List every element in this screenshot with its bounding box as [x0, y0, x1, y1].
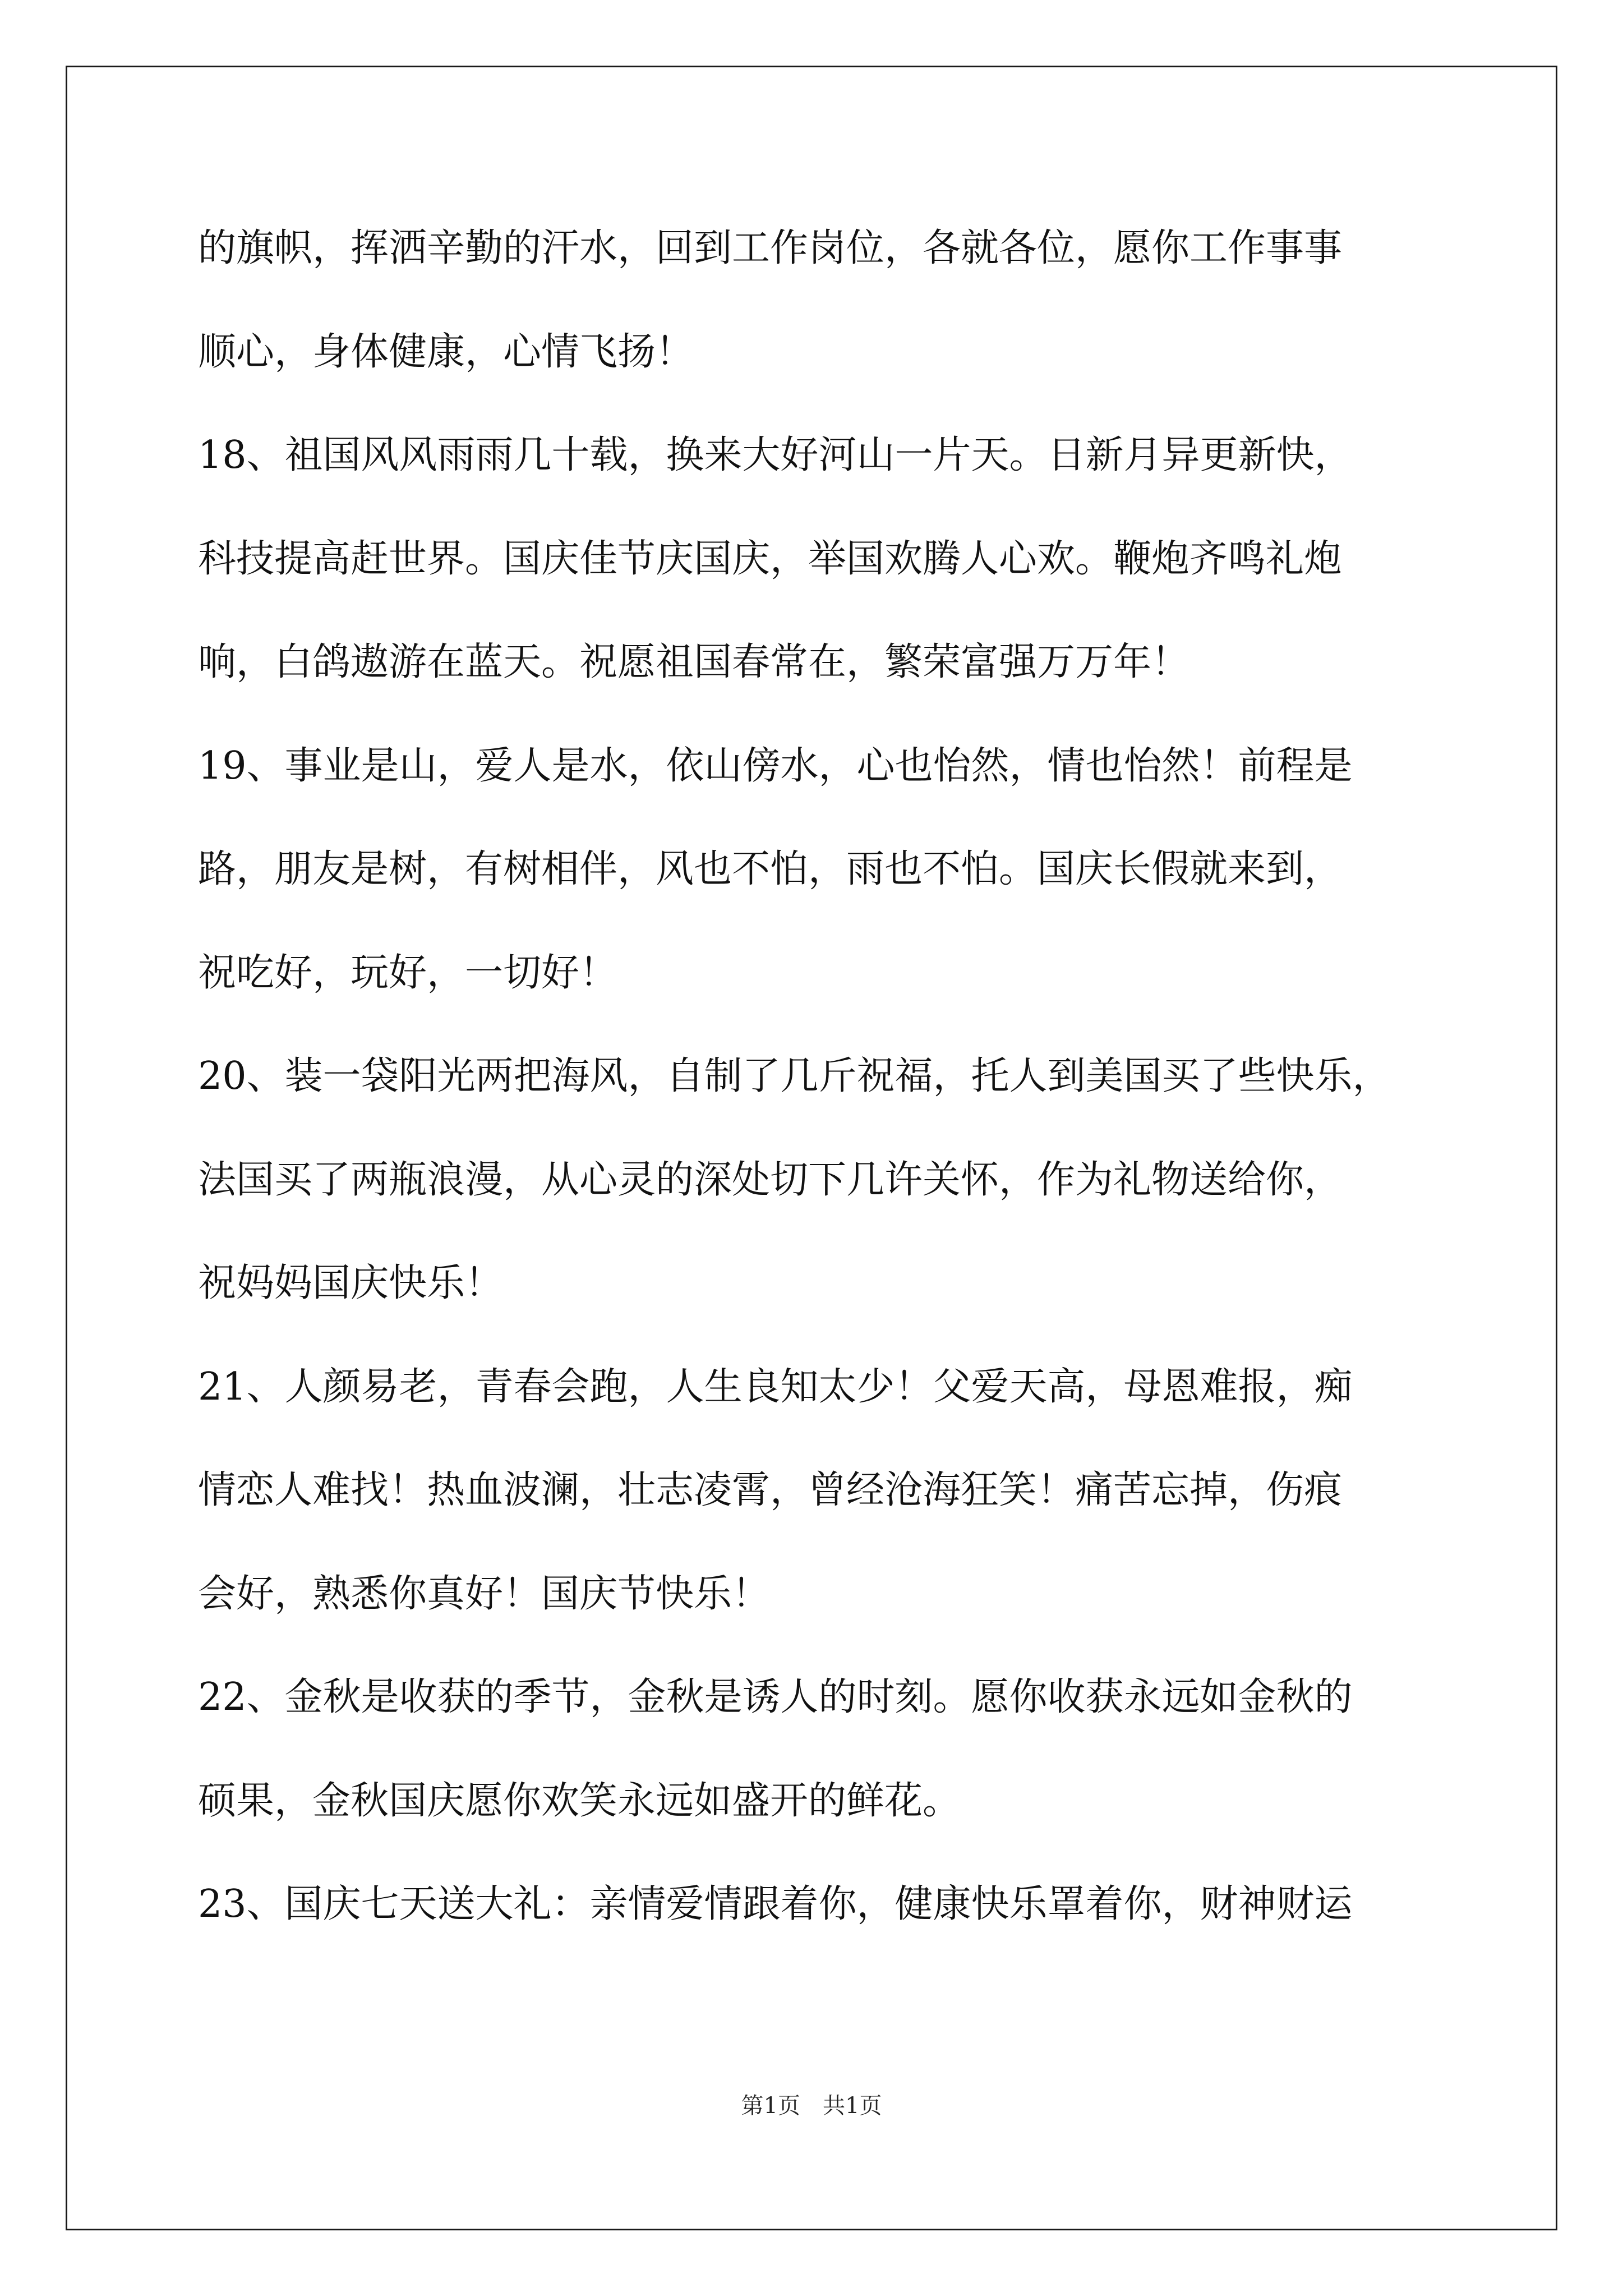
text-line: 会好，熟悉你真好！国庆节快乐！	[198, 1571, 771, 1616]
text-line: 响，白鸽遨游在蓝天。祝愿祖国春常在，繁荣富强万万年！	[198, 640, 1190, 684]
text-line: 科技提高赶世界。国庆佳节庆国庆，举国欢腾人心欢。鞭炮齐鸣礼炮	[198, 536, 1343, 581]
text-line: 22、金秋是收获的季节，金秋是诱人的时刻。愿你收获永远如金秋的	[198, 1675, 1353, 1719]
text-line: 顺心，身体健康，心情飞扬！	[198, 329, 694, 374]
text-line: 的旗帜，挥洒辛勤的汗水，回到工作岗位，各就各位，愿你工作事事	[198, 226, 1343, 270]
text-line: 祝吃好，玩好，一切好！	[198, 950, 618, 995]
page-total: 共1页	[823, 2093, 882, 2119]
text-line: 21、人颜易老，青春会跑，人生良知太少！父爱天高，母恩难报，痴	[198, 1364, 1353, 1409]
text-line: 18、祖国风风雨雨几十载，换来大好河山一片天。日新月异更新快，	[198, 433, 1353, 477]
document-body	[198, 222, 1449, 1981]
text-line: 法国买了两瓶浪漫，从心灵的深处切下几许关怀，作为礼物送给你，	[198, 1157, 1343, 1202]
page-footer	[0, 2088, 1623, 2120]
text-line: 情恋人难找！热血波澜，壮志凌霄，曾经沧海狂笑！痛苦忘掉，伤痕	[198, 1468, 1343, 1512]
text-line: 路，朋友是树，有树相伴，风也不怕，雨也不怕。国庆长假就来到，	[198, 847, 1343, 891]
text-line: 祝妈妈国庆快乐！	[198, 1261, 504, 1305]
text-line: 硕果，金秋国庆愿你欢笑永远如盛开的鲜花。	[198, 1778, 961, 1823]
text-line: 23、国庆七天送大礼：亲情爱情跟着你，健康快乐罩着你，财神财运	[198, 1882, 1353, 1926]
text-line: 19、事业是山，爱人是水，依山傍水，心也怡然，情也怡然！前程是	[198, 743, 1353, 788]
page-number: 第1页	[741, 2093, 800, 2119]
text-line: 20、装一袋阳光两把海风，自制了几斤祝福，托人到美国买了些快乐，	[198, 1054, 1391, 1098]
